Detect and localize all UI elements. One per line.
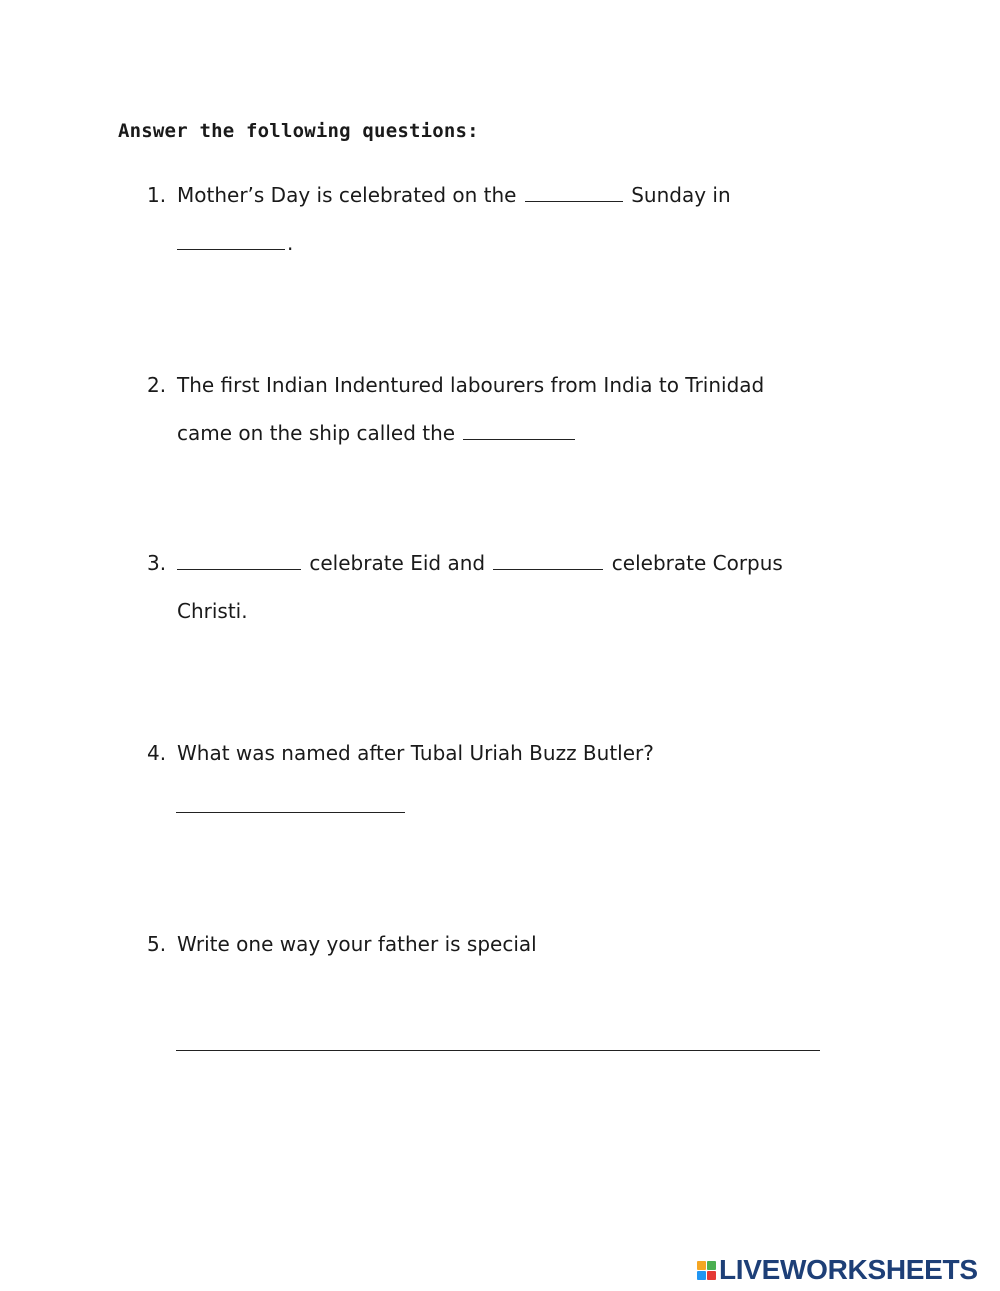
question-text: Sunday in (631, 183, 731, 207)
question-number: 4. (147, 741, 167, 765)
question-text: celebrate Eid and (309, 551, 486, 575)
answer-blank[interactable] (525, 181, 623, 202)
question-text: . (287, 231, 294, 255)
answer-blank[interactable] (177, 549, 301, 570)
question-text: Mother’s Day is celebrated on the (177, 183, 517, 207)
answer-blank[interactable] (463, 419, 575, 440)
question-text: What was named after Tubal Uriah Buzz Butler? (177, 741, 654, 765)
question-number: 2. (147, 373, 167, 397)
question-text: celebrate Corpus (611, 551, 783, 575)
logo-block (697, 1271, 706, 1280)
question-number: 3. (147, 551, 167, 575)
question-text-line (177, 181, 731, 209)
answer-blank[interactable] (493, 549, 603, 570)
logo-text: LIVEWORKSHEETS (719, 1254, 978, 1285)
logo-block (707, 1271, 716, 1280)
answer-blank[interactable] (176, 811, 405, 813)
question-number: 1. (147, 183, 167, 207)
question-text: came on the ship called the (177, 421, 456, 445)
answer-blank[interactable] (176, 1049, 820, 1051)
question-number: 5. (147, 932, 167, 956)
liveworksheets-logo (697, 1255, 978, 1285)
answer-blank[interactable] (177, 229, 285, 250)
logo-block (697, 1261, 706, 1270)
question-text-line (177, 419, 577, 447)
question-text: Christi. (177, 599, 248, 623)
question-text: The first Indian Indentured labourers from India to Trinidad (177, 373, 765, 397)
question-text-line (177, 549, 783, 577)
logo-block (707, 1261, 716, 1270)
question-text-line (177, 229, 293, 257)
worksheet-heading: Answer the following questions: (118, 120, 479, 142)
question-text: Write one way your father is special (177, 932, 537, 956)
logo-blocks-icon (697, 1261, 716, 1280)
